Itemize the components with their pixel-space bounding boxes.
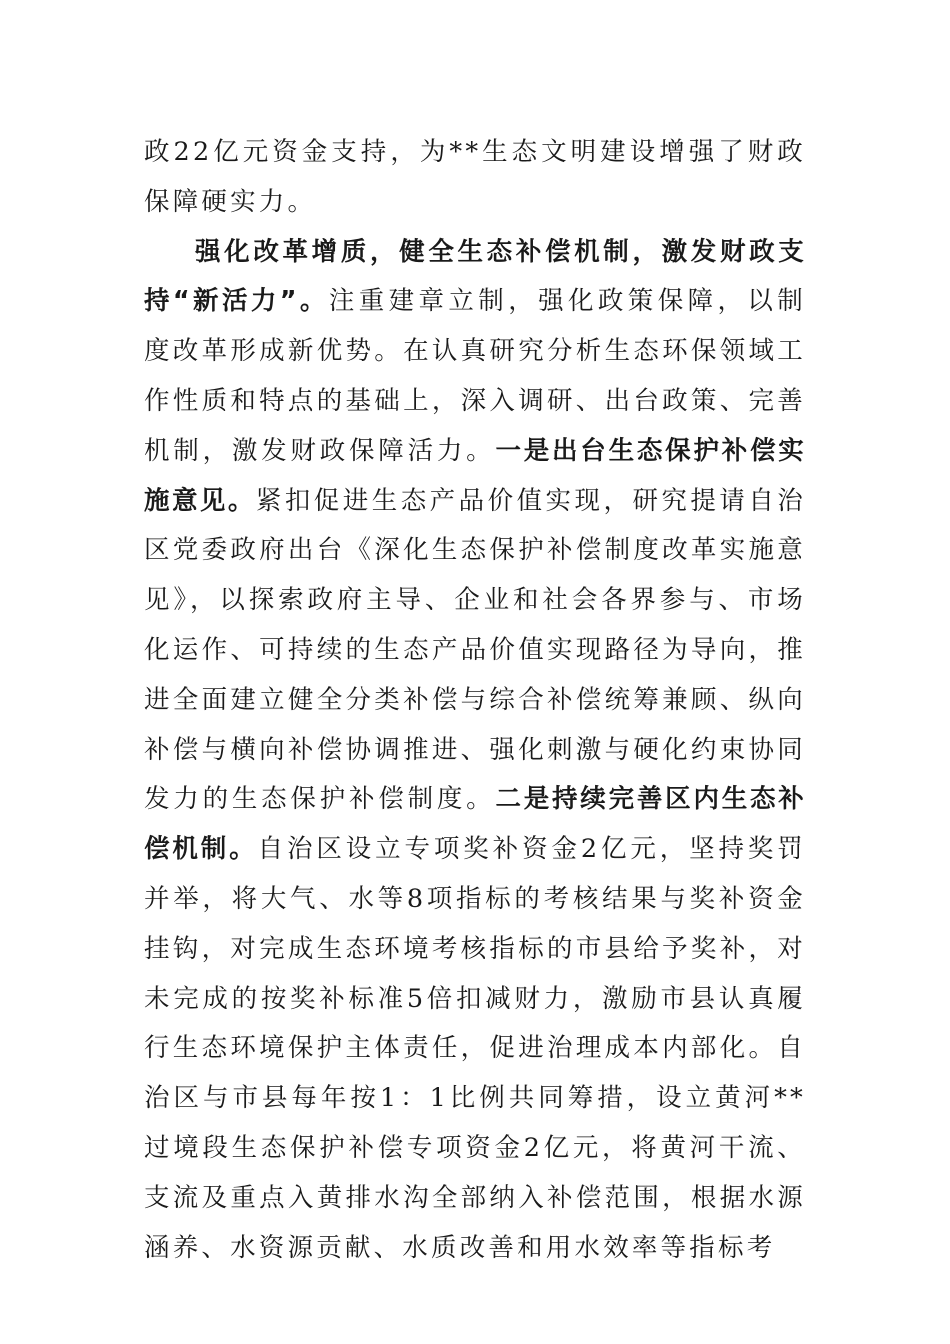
paragraph-text: 自治区设立专项奖补资金2亿元，坚持奖罚并举，将大气、水等8项指标的考核结果与奖补资金挂钩，对完成生态环境考核指标的市县给予奖补，对未完成的按奖补标准5倍扣减财力，激励市县认真履行生态环境保护主体责任，促进治理成本内部化。自治区与市县每年按1：1比例共同筹措，设立黄河**过境段生态保护补偿专项资金2亿元，将黄河干流、支流及重点入黄排水沟全部纳入补偿范围，根据水源涵养、水资源贡献、水质改善和用水效率等指标考 [144, 834, 806, 1263]
paragraph-reform [144, 228, 806, 1274]
subpoint-heading-2: 二是持续完善区内生态补偿机制。 [144, 784, 806, 865]
paragraph-text: 注重建章立制，强化政策保障，以制度改革形成新优势。在认真研究分析生态环保领域工作性质和特点的基础上，深入调研、出台政策、完善机制，激发财政保障活力。 [144, 286, 806, 466]
section-heading: 强化改革增质，健全生态补偿机制，激发财政支持“新活力”。 [144, 236, 806, 317]
document-page [144, 128, 806, 1273]
subpoint-heading-1: 一是出台生态保护补偿实施意见。 [144, 435, 806, 516]
paragraph-text: 紧扣促进生态产品价值实现，研究提请自治区党委政府出台《深化生态保护补偿制度改革实施意见》，以探索政府主导、企业和社会各界参与、市场化运作、可持续的生态产品价值实现路径为导向，推进全面建立健全分类补偿与综合补偿统筹兼顾、纵向补偿与横向补偿协调推进、强化刺激与硬化约束协同发力的生态保护补偿制度。 [144, 485, 806, 815]
paragraph-continued [144, 128, 806, 228]
paragraph-text: 政22亿元资金支持，为**生态文明建设增强了财政保障硬实力。 [144, 137, 806, 217]
